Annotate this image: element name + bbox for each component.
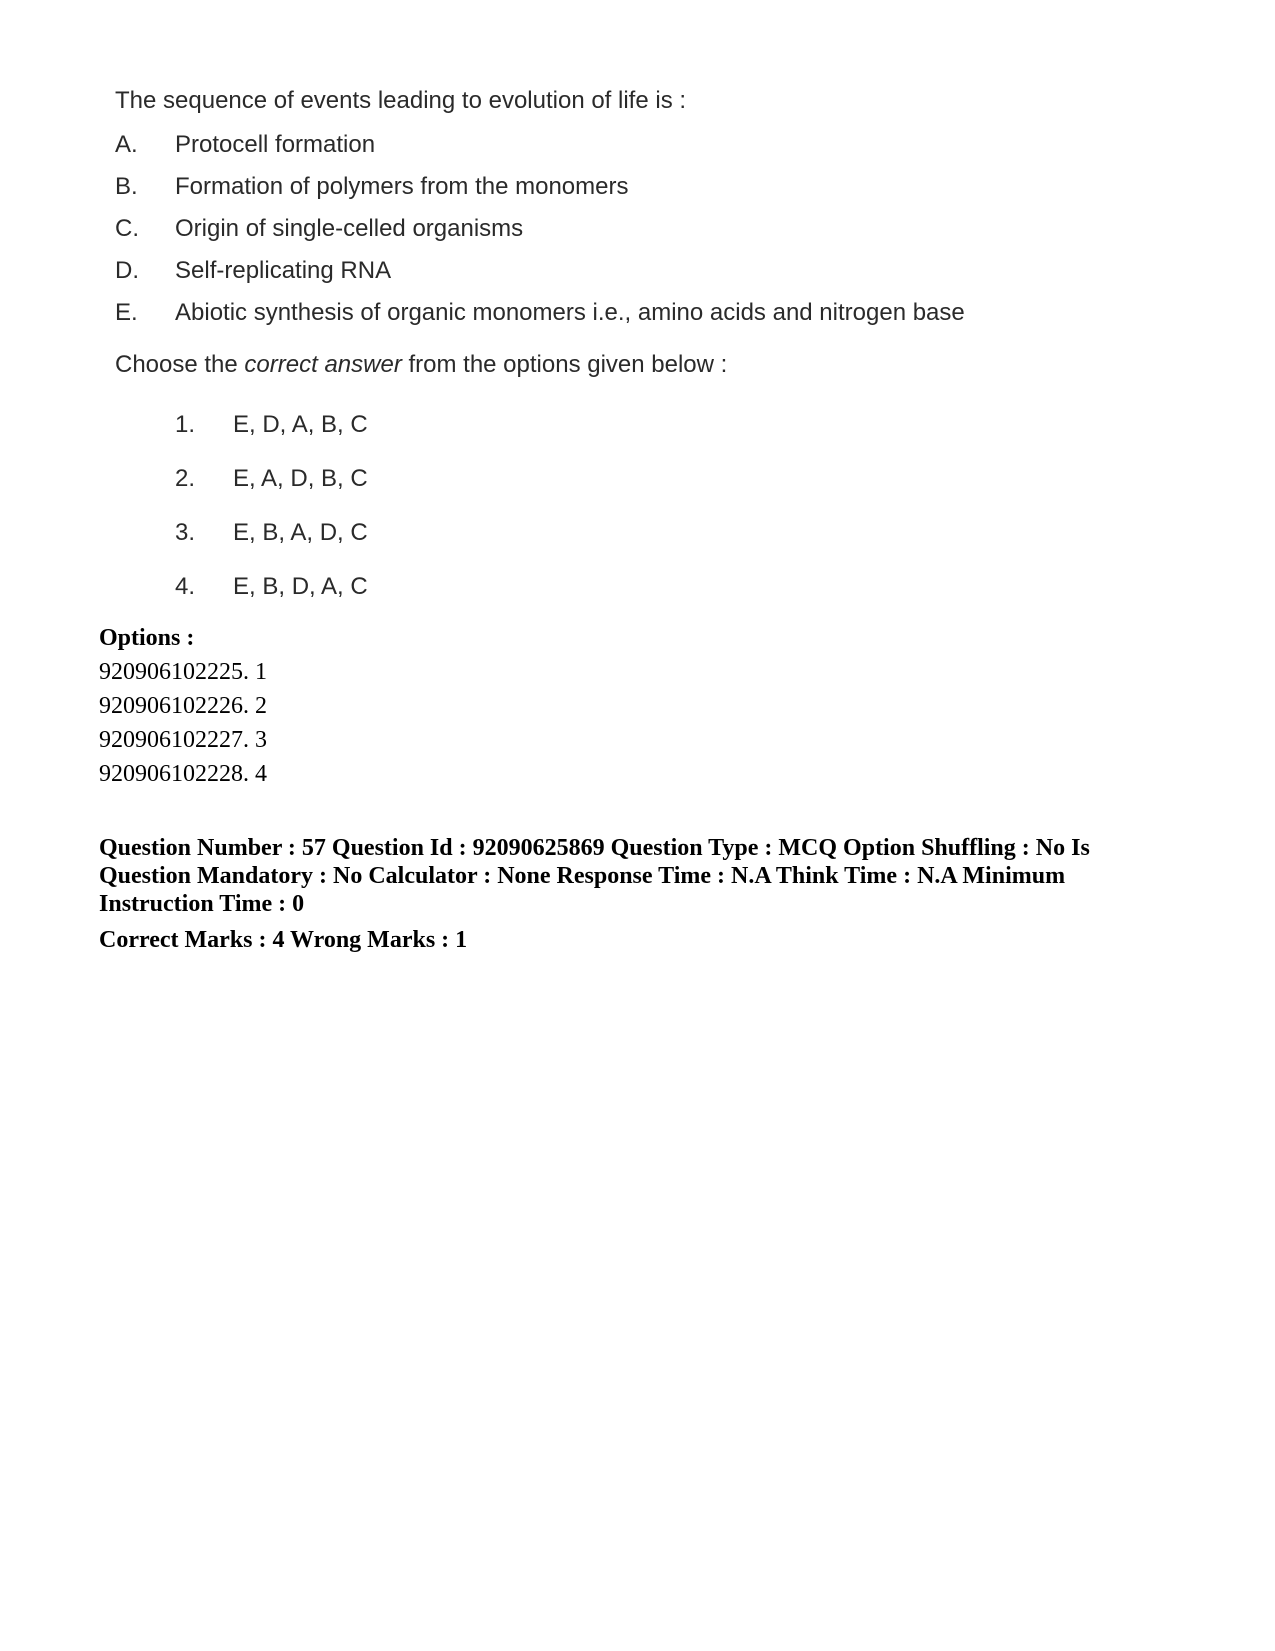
answer-list	[175, 398, 1115, 614]
choose-instruction	[115, 348, 1115, 382]
answer-text: E, A, D, B, C	[233, 465, 368, 492]
answer-text: E, D, A, B, C	[233, 411, 368, 438]
options-title: Options :	[99, 625, 195, 651]
statement-letter: E.	[115, 299, 138, 326]
option-id-line: 920906102227. 3	[99, 727, 267, 753]
question-info-block	[99, 834, 1179, 954]
answer-item	[175, 560, 1115, 614]
question-info: Question Number : 57 Question Id : 92090625869 Question Type : MCQ Option Shuffling : No Is Question Mandatory : No Calculator : None Response Time : N.A Think Time : N.A Minimum Instruction Time : 0	[99, 835, 1090, 917]
statement-text: Abiotic synthesis of organic monomers i.e., amino acids and nitrogen base	[175, 299, 965, 326]
answer-text: E, B, A, D, C	[233, 519, 368, 546]
answer-number: 3.	[175, 519, 196, 546]
statement-text: Protocell formation	[175, 131, 376, 158]
statement-letter: B.	[115, 173, 138, 200]
statement-letter: A.	[115, 131, 138, 158]
question-image	[115, 84, 1115, 614]
answer-number: 2.	[175, 465, 196, 492]
option-id-line: 920906102228. 4	[99, 761, 267, 787]
statement-list	[115, 124, 1115, 334]
statement-text: Self-replicating RNA	[175, 257, 392, 284]
choose-emphasis: correct answer	[244, 351, 402, 378]
options-block	[99, 621, 1179, 791]
answer-item	[175, 452, 1115, 506]
answer-number: 1.	[175, 411, 196, 438]
question-marks: Correct Marks : 4 Wrong Marks : 1	[99, 927, 468, 953]
answer-item	[175, 398, 1115, 452]
option-id-line: 920906102226. 2	[99, 693, 267, 719]
statement-item	[115, 208, 1115, 250]
statement-item	[115, 250, 1115, 292]
option-id-line: 920906102225. 1	[99, 659, 267, 685]
statement-item	[115, 166, 1115, 208]
answer-number: 4.	[175, 573, 196, 600]
statement-letter: D.	[115, 257, 139, 284]
statement-letter: C.	[115, 215, 139, 242]
answer-item	[175, 506, 1115, 560]
statement-item	[115, 124, 1115, 166]
statement-text: Formation of polymers from the monomers	[175, 173, 629, 200]
statement-text: Origin of single-celled organisms	[175, 215, 524, 242]
choose-prefix: Choose the	[115, 351, 245, 378]
choose-suffix: from the options given below :	[401, 351, 728, 378]
question-stem: The sequence of events leading to evolution of life is :	[115, 87, 687, 114]
statement-item	[115, 292, 1115, 334]
answer-text: E, B, D, A, C	[233, 573, 368, 600]
